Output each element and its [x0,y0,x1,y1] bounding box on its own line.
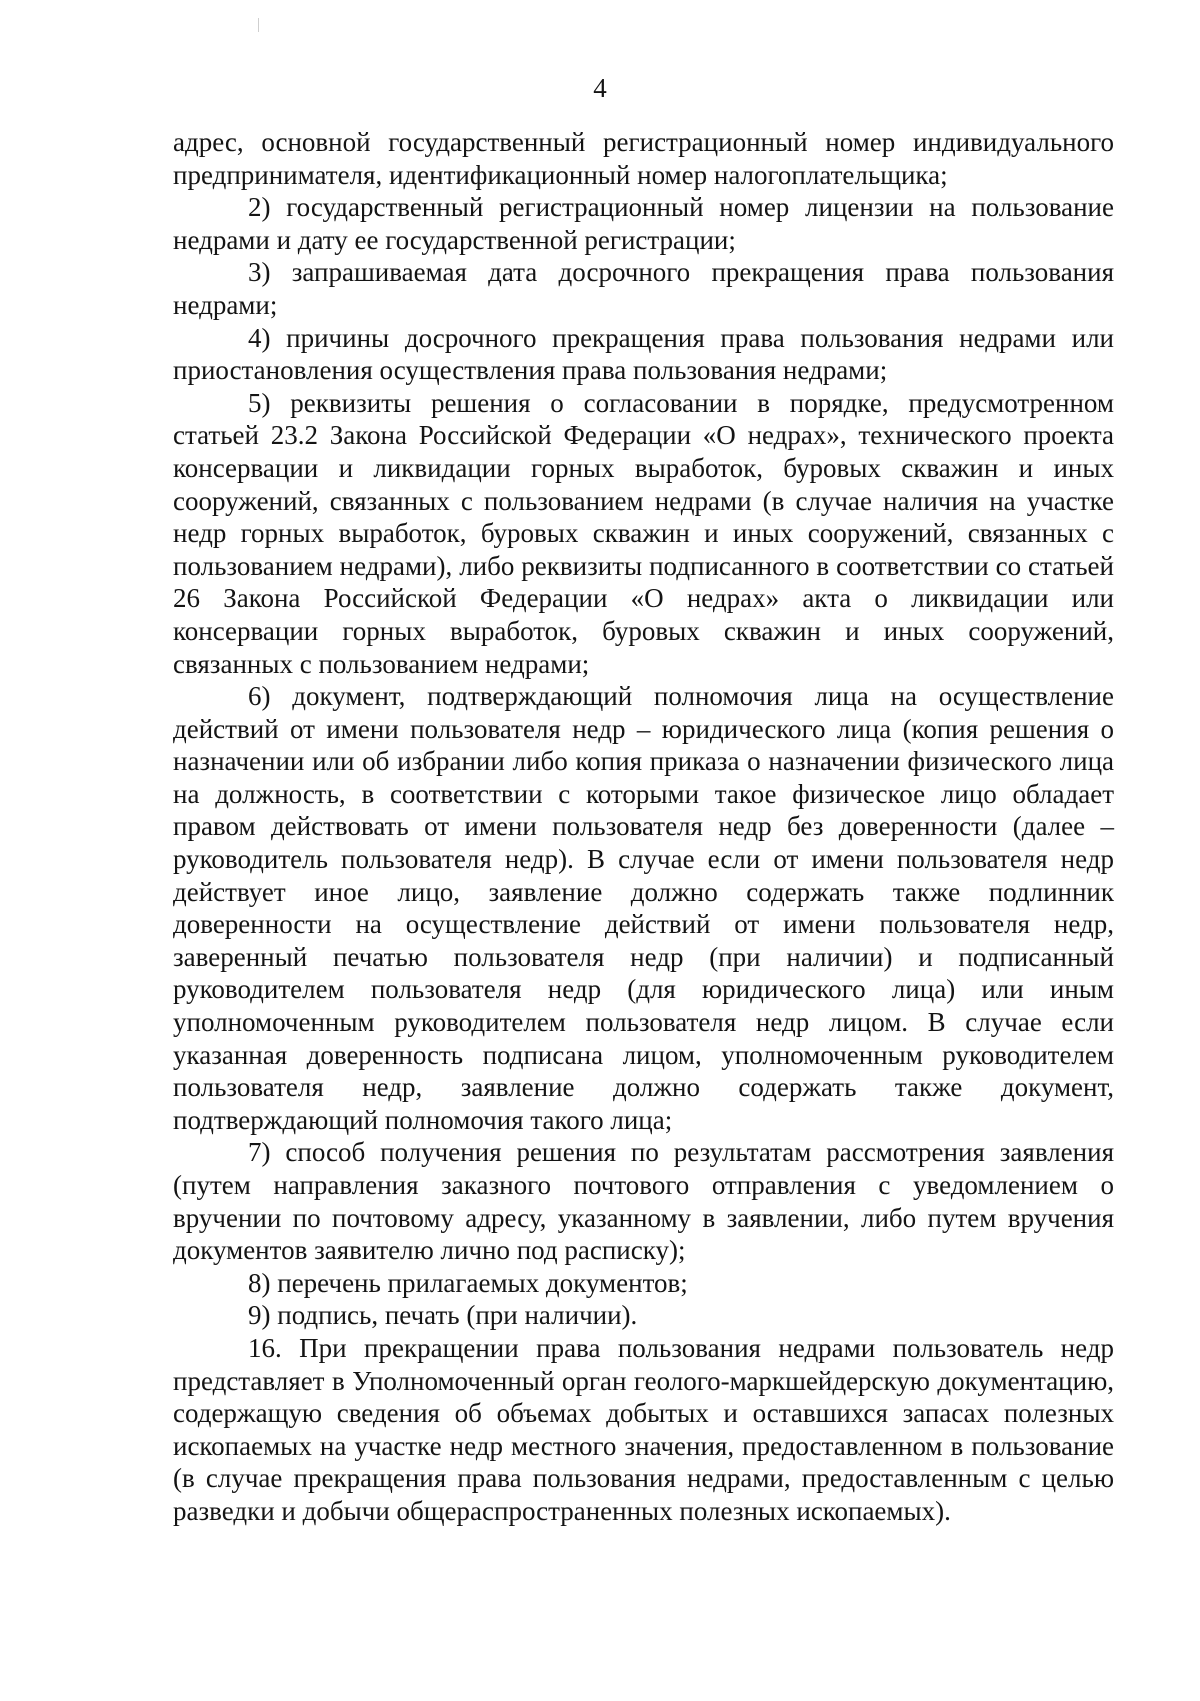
list-item-2: 2) государственный регистрационный номер лицензии на пользование недрами и дату ее государственной регистрации; [173,192,1114,255]
document-body [173,126,1114,1528]
list-item-3: 3) запрашиваемая дата досрочного прекращения права пользования недрами; [173,257,1114,320]
list-item-7: 7) способ получения решения по результатам рассмотрения заявления (путем направления заказного почтового отправления с уведомлением о вручении по почтовому адресу, указанному в заявлении, либо путем вручения документов заявителю лично под расписку); [173,1137,1114,1266]
list-item-6: 6) документ, подтверждающий полномочия лица на осуществление действий от имени пользователя недр – юридического лица (копия решения о назначении или об избрании либо копия приказа о назначении физического лица на должность, в соответствии с которыми такое физическое лицо обладает правом действовать от имени пользователя недр без доверенности (далее – руководитель пользователя недр). В случае если от имени пользователя недр действует иное лицо, заявление должно содержать также подлинник доверенности на осуществление действий от имени пользователя недр, заверенный печатью пользователя недр (при наличии) и подписанный руководителем пользователя недр (для юридического лица) или иным уполномоченным руководителем пользователя недр лицом. В случае если указанная доверенность подписана лицом, уполномоченным руководителем пользователя недр, заявление должно содержать также документ, подтверждающий полномочия такого лица; [173,681,1114,1135]
scan-artifact [258,18,259,32]
list-item-8: 8) перечень прилагаемых документов; [248,1267,688,1298]
list-item-9: 9) подпись, печать (при наличии). [248,1300,638,1331]
paragraph-continuation: адрес, основной государственный регистрационный номер индивидуального предпринимателя, идентификационный номер налогоплательщика; [173,127,1114,190]
list-item-4: 4) причины досрочного прекращения права пользования недрами или приостановления осуществления права пользования недрами; [173,322,1114,386]
page-number: 4 [593,73,607,103]
list-item-5: 5) реквизиты решения о согласовании в порядке, предусмотренном статьей 23.2 Закона Российской Федерации «О недрах», технического проекта консервации и ликвидации горных выработок, буровых скважин и иных сооружений, связанных с пользованием недрами (в случае наличия на участке недр горных выработок, буровых скважин и иных сооружений, связанных с пользованием недрами), либо реквизиты подписанного в соответствии со статьей 26 Закона Российской Федерации «О недрах» акта о ликвидации или консервации горных выработок, буровых скважин и иных сооружений, связанных с пользованием недрами; [173,387,1114,679]
clause-16: 16. При прекращении права пользования недрами пользователь недр представляет в Уполномоченный орган геолого-маркшейдерскую документацию, содержащую сведения об объемах добытых и оставшихся запасах полезных ископаемых на участке недр местного значения, предоставленном в пользование (в случае прекращения права пользования недрами, предоставленным с целью разведки и добычи общераспространенных полезных ископаемых). [173,1332,1114,1526]
